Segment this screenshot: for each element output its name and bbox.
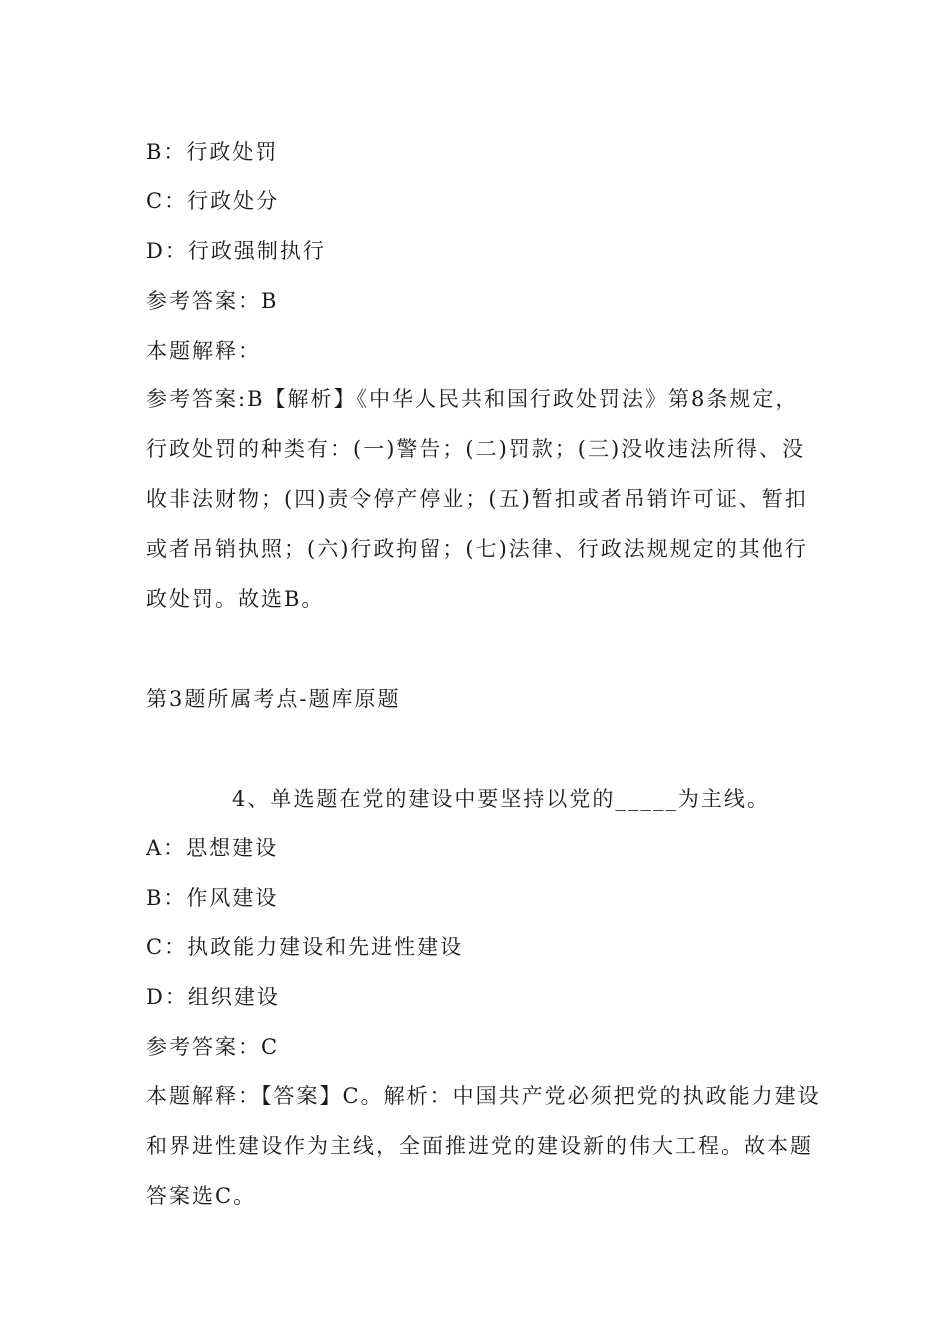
q3-explain-line: 或者吊销执照；(六)行政拘留；(七)法律、行政法规规定的其他行 (146, 537, 808, 561)
q4-option-a: A：思想建设 (146, 836, 279, 860)
q4-explain-line: 答案选C。 (146, 1184, 257, 1208)
q3-option-c: C：行政处分 (146, 189, 280, 213)
q3-answer: 参考答案：B (146, 289, 279, 313)
q4-explain-line: 本题解释：【答案】C。解析：中国共产党必须把党的执政能力建设 (146, 1084, 821, 1108)
q3-explain-line: 收非法财物；(四)责令停产停业；(五)暂扣或者吊销许可证、暂扣 (146, 487, 808, 511)
q3-explain-line: 参考答案:B【解析】《中华人民共和国行政处罚法》第8条规定， (146, 387, 799, 411)
q4-explain-line: 和界进性建设作为主线，全面推进党的建设新的伟大工程。故本题 (146, 1134, 813, 1158)
q4-option-c: C：执政能力建设和先进性建设 (146, 935, 464, 959)
q4-question-stem: 4、单选题在党的建设中要坚持以党的_____为主线。 (232, 787, 770, 811)
q3-knowledge-point: 第3题所属考点-题库原题 (146, 687, 401, 711)
q3-explanation (146, 374, 808, 624)
q4-explanation (146, 1071, 821, 1221)
q3-explain-line: 行政处罚的种类有：(一)警告；(二)罚款；(三)没收违法所得、没 (146, 437, 806, 461)
q4-answer: 参考答案：C (146, 1035, 280, 1059)
q4-option-b: B：作风建设 (146, 886, 279, 910)
q3-option-b: B：行政处罚 (146, 140, 279, 164)
q3-explain-label: 本题解释： (146, 339, 261, 363)
q3-option-d: D：行政强制执行 (146, 239, 326, 263)
q3-explain-line: 政处罚。故选B。 (146, 587, 325, 611)
q4-option-d: D：组织建设 (146, 985, 280, 1009)
